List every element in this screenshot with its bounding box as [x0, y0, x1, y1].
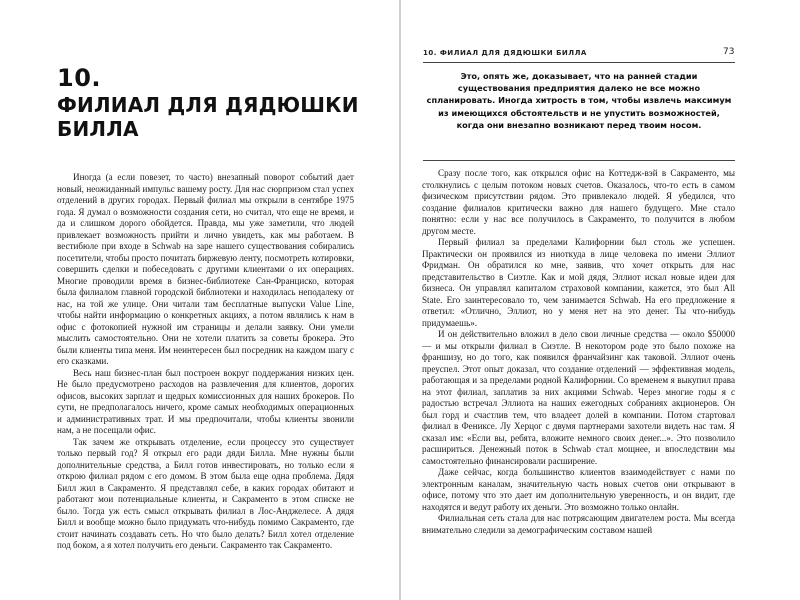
pull-quote: Это, опять же, доказывает, что на ранней стадии существования предприятия далеко не все можно спланировать. Иногда хитрость в том, чтобы извлечь максимум из имеющихся обстоятельств и не упустить возможностей, когда они внезапно возникают перед твоим носом.	[426, 71, 732, 130]
running-head: 10. ФИЛИАЛ ДЛЯ ДЯДЮШКИ БИЛЛА	[423, 49, 587, 57]
paragraph: Так зачем же открывать отделение, если процессу это существует только первый год? Я открыл его ради дяди Билла. Мне нужны были дополнительные средства, а Билл готов инвестировать, но только если я открою филиал рядом с его домом. В этом была еще одна проблема. Дядя Билл жил в Сакраменто. Я представлял себе, в каких городах обитают и работают мои потенциальные клиенты, и Сакраменто в этом списке не было. Тогда уж есть смысл открывать филиал в Лос-Анджелесе. А дядя Билл и вообще можно было придумать что-нибудь помимо Сакраменто, где стоит начинать создавать сеть. Но что было делать? Билл хотел отделение под боком, а я хотел получить его деньги. Сакраменто так Сакраменто.	[57, 436, 354, 550]
left-body-text	[57, 172, 354, 552]
chapter-number: 10.	[57, 64, 102, 92]
page-number: 73	[723, 47, 735, 57]
pull-quote-rule-bottom	[423, 160, 735, 161]
paragraph: Весь наш бизнес-план был построен вокруг поддержания низких цен. Не было предусмотрено расходов на развлечения для клиентов, дорогих офисов, высоких зарплат и щедрых комиссионных для наших брокеров. По сути, не предполагалось ничего, кроме самых необходимых операционных и административных трат. И мы предпочитали, чтобы клиенты звонили нам, а не посещали офис.	[57, 367, 354, 435]
right-page	[401, 0, 800, 600]
paragraph: Даже сейчас, когда большинство клиентов взаимодействует с нами по электронным каналам, значительную часть новых счетов они открывают в офисе, потому что это дает им дополнительную уверенность, и он видит, где находятся и ведут работу их деньги. Это возможно только онлайн.	[422, 467, 735, 512]
left-page	[0, 0, 399, 600]
paragraph: И он действительно вложил в дело свои личные средства — около $50000 — и мы открыли филиал в Сиэтле. В некотором роде это было похоже на франшизу, но до того, как появился франчайзинг как таковой. Эллиот очень преуспел. Этот опыт доказал, что создание отделений — эффективная модель, работающая и за пределами родной Калифорнии. Со временем я выкупил права на этот филиал, заплатив за них акциями Schwab. Через многие годы я с радостью встречал Эллиота на наших ежегодных собраниях акционеров. Он был горд и счастлив тем, что владеет долей в компании. Потом стартовал филиал в Фениксе. Лу Херцог с двумя партнерами захотели видеть нас там. Я сказал им: «Если вы, ребята, вложите немного своих денег...». Это позволило расшириться. Денежный поток в Schwab стал мощнее, и впоследствии мы самостоятельно финансировали расширение.	[422, 329, 735, 466]
paragraph: Первый филиал за пределами Калифорнии был столь же успешен. Практически он проявился из ниоткуда в лице человека по имени Эллиот Фридман. Он обратился ко мне, заявив, что хочет открыть для нас представительство в Сиэтле. Как и мой дядя, Эллиот искал новые идеи для бизнеса. Он управлял капиталом страховой компании, кажется, это был All State. Его заинтересовало то, чем занимается Schwab. На его предложение я ответил: «Отлично, Эллиот, но у меня нет на это денег. Ты что-нибудь придумаешь».	[422, 237, 735, 328]
chapter-title: ФИЛИАЛ ДЛЯ ДЯДЮШКИ БИЛЛА	[57, 93, 359, 141]
pull-quote-rule-top	[423, 62, 735, 63]
right-body-text	[422, 168, 735, 536]
paragraph: Филиальная сеть стала для нас потрясающим двигателем роста. Мы всегда внимательно следили за демографическим составом нашей	[422, 513, 735, 535]
paragraph: Иногда (а если повезет, то часто) внезапный поворот событий дает новый, неожиданный импульс вашему росту. Для нас сюрпризом стал успех отделений в других городах. Первый филиал мы открыли в сентябре 1975 года. Я думал о возможности создания сети, но считал, что еще не время, и да и слишком дорого обойдется. Правда, мы уже заметили, что людей привлекает возможность прийти и лично увидеть, как мы работаем. В вестибюле при входе в Schwab на заре нашего существования собирались посетители, чтобы просто почитать биржевую ленту, посмотреть котировки, совершить сделки и побеседовать с другими клиентами о их операциях. Многие проводили время в бизнес-библиотеке Сан-Франциско, которая была филиалом главной городской библиотеки и находилась неподалеку от нас, на той же улице. Они читали там бесплатные выпуски Value Line, чтобы найти информацию о конкретных акциях, а потом являлись к нам в офис с фотокопией нужной им страницы и делали заявку. Они умели мыслить самостоятельно. Они не хотели платить за советы брокера. Это были клиенты типа меня. Им неинтересен был посредник на каждом шагу с его сказками.	[57, 172, 354, 366]
paragraph: Сразу после того, как открылся офис на Коттедж-вэй в Сакраменто, мы столкнулись с целым потоком новых счетов. Оказалось, что-то есть в самом физическом присутствии рядом. Это привлекало людей. Я убедился, что создание филиалов критически важно для нашего будущего. Мне стало понятно: если у нас все получилось в Сакраменто, то получится в любом другом месте.	[422, 168, 735, 236]
